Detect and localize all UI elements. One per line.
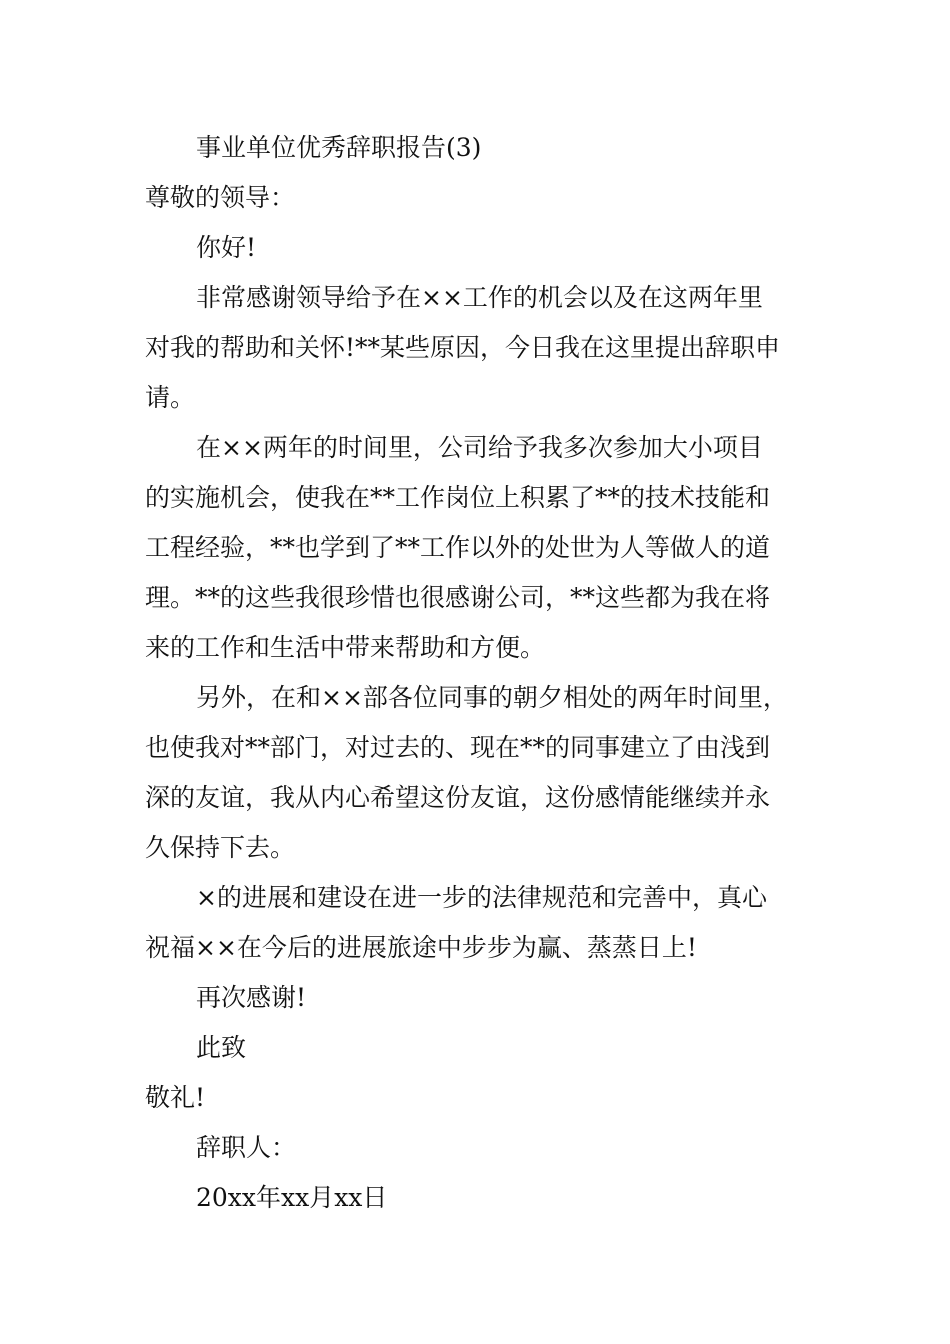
closing-jing-li: 敬礼!	[145, 1083, 206, 1112]
paragraph-2-line-1: 在××两年的时间里，公司给予我多次参加大小项目	[196, 433, 763, 462]
date-line: 20xx年xx月xx日	[196, 1183, 388, 1212]
paragraph-1-line-3: 请。	[145, 383, 196, 412]
paragraph-2-line-5: 来的工作和生活中带来帮助和方便。	[145, 633, 546, 662]
salutation: 尊敬的领导：	[145, 183, 296, 212]
paragraph-4-line-1: ×的进展和建设在进一步的法律规范和完善中，真心	[196, 883, 767, 912]
paragraph-1-line-2: 对我的帮助和关怀!**某些原因，今日我在这里提出辞职申	[145, 333, 781, 362]
paragraph-2-line-4: 理。**的这些我很珍惜也很感谢公司，**这些都为我在将	[145, 583, 771, 612]
greeting: 你好!	[196, 233, 257, 262]
paragraph-2-line-2: 的实施机会，使我在**工作岗位上积累了**的技术技能和	[145, 483, 771, 512]
thanks-line: 再次感谢!	[196, 983, 307, 1012]
document-title: 事业单位优秀辞职报告(3)	[196, 133, 482, 162]
paragraph-3-line-2: 也使我对**部门，对过去的、现在**的同事建立了由浅到	[145, 733, 771, 762]
paragraph-3-line-1: 另外，在和××部各位同事的朝夕相处的两年时间里，	[196, 683, 788, 712]
paragraph-2-line-3: 工程经验，**也学到了**工作以外的处世为人等做人的道	[145, 533, 771, 562]
signature-label: 辞职人：	[196, 1133, 297, 1162]
closing-ci-zhi: 此致	[196, 1033, 247, 1062]
paragraph-1-line-1: 非常感谢领导给予在××工作的机会以及在这两年里	[196, 283, 763, 312]
paragraph-4-line-2: 祝福××在今后的进展旅途中步步为赢、蒸蒸日上!	[145, 933, 697, 962]
paragraph-3-line-3: 深的友谊，我从内心希望这份友谊，这份感情能继续并永	[145, 783, 771, 812]
paragraph-3-line-4: 久保持下去。	[145, 833, 296, 862]
